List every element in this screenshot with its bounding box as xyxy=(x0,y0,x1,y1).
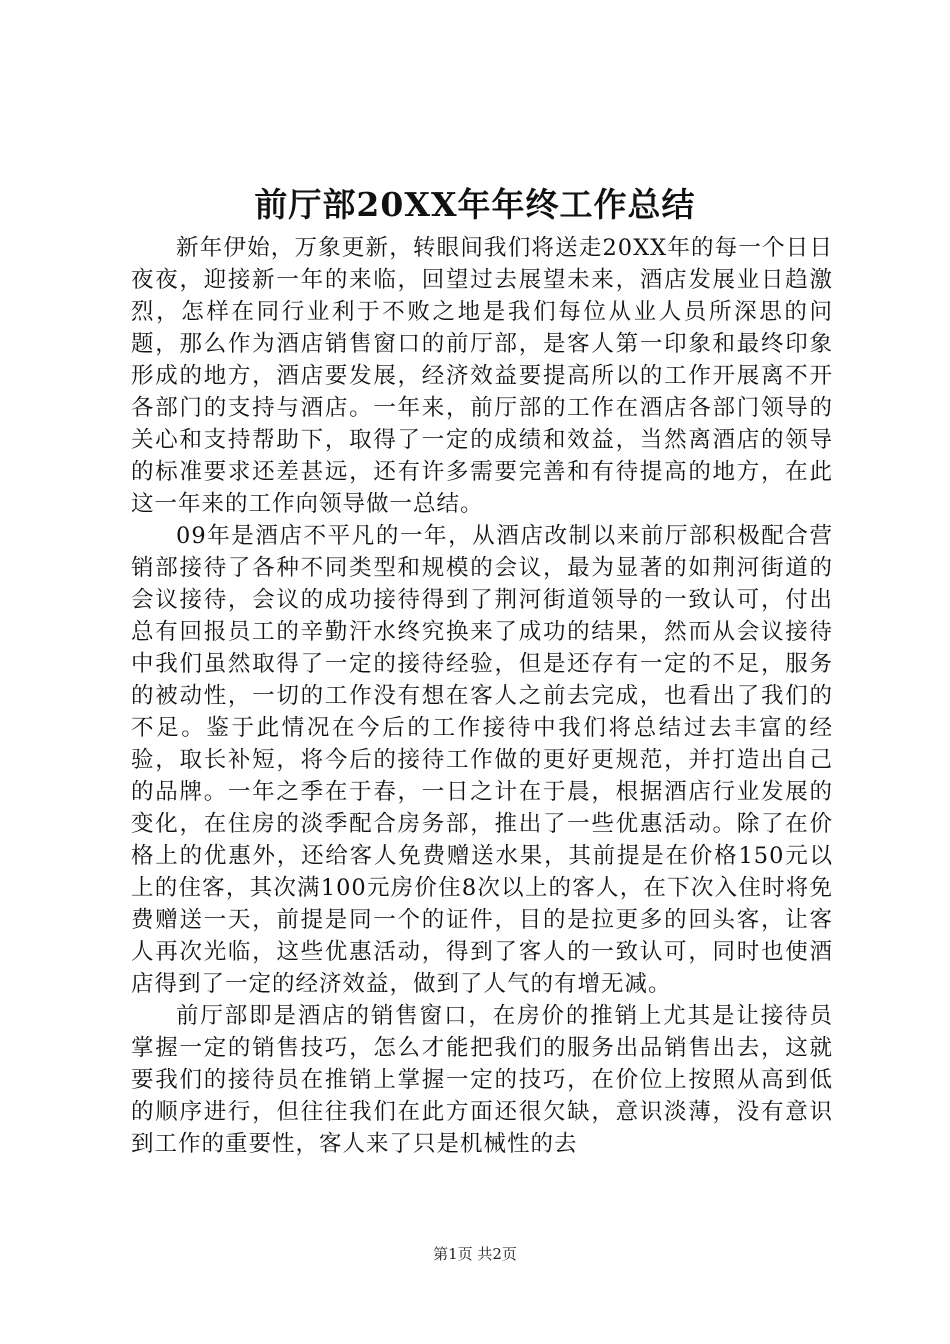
paragraph-1: 新年伊始，万象更新，转眼间我们将送走20XX年的每一个日日夜夜，迎接新一年的来临，回望过去展望未来，酒店发展业日趋激烈，怎样在同行业利于不败之地是我们每位从业人员所深思的问题，那么作为酒店销售窗口的前厅部，是客人第一印象和最终印象形成的地方，酒店要发展，经济效益要提高所以的工作开展离不开各部门的支持与酒店。一年来，前厅部的工作在酒店各部门领导的关心和支持帮助下，取得了一定的成绩和效益，当然离酒店的领导的标准要求还差甚远，还有许多需要完善和有待提高的地方，在此这一年来的工作向领导做一总结。 xyxy=(131,235,833,517)
page-footer: 第1页 共2页 xyxy=(433,1245,517,1263)
paragraph-3: 前厅部即是酒店的销售窗口，在房价的推销上尤其是让接待员掌握一定的销售技巧，怎么才能把我们的服务出品销售出去，这就要我们的接待员在推销上掌握一定的技巧，在价位上按照从高到低的顺序进行，但往往我们在此方面还很欠缺，意识淡薄，没有意识到工作的重要性，客人来了只是机械性的去 xyxy=(131,1003,833,1157)
document-body xyxy=(131,232,833,1160)
document-title: 前厅部20XX年年终工作总结 xyxy=(254,185,696,224)
paragraph-2: 09年是酒店不平凡的一年，从酒店改制以来前厅部积极配合营销部接待了各种不同类型和规模的会议，最为显著的如荆河街道的会议接待，会议的成功接待得到了荆河街道领导的一致认可，付出总有回报员工的辛勤汗水终究换来了成功的结果，然而从会议接待中我们虽然取得了一定的接待经验，但是还存有一定的不足，服务的被动性，一切的工作没有想在客人之前去完成，也看出了我们的不足。鉴于此情况在今后的工作接待中我们将总结过去丰富的经验，取长补短，将今后的接待工作做的更好更规范，并打造出自己的品牌。一年之季在于春，一日之计在于晨，根据酒店行业发展的变化，在住房的淡季配合房务部，推出了一些优惠活动。除了在价格上的优惠外，还给客人免费赠送水果，其前提是在价格150元以上的住客，其次满100元房价住8次以上的客人，在下次入住时将免费赠送一天，前提是同一个的证件，目的是拉更多的回头客，让客人再次光临，这些优惠活动，得到了客人的一致认可，同时也使酒店得到了一定的经济效益，做到了人气的有增无减。 xyxy=(131,523,833,997)
